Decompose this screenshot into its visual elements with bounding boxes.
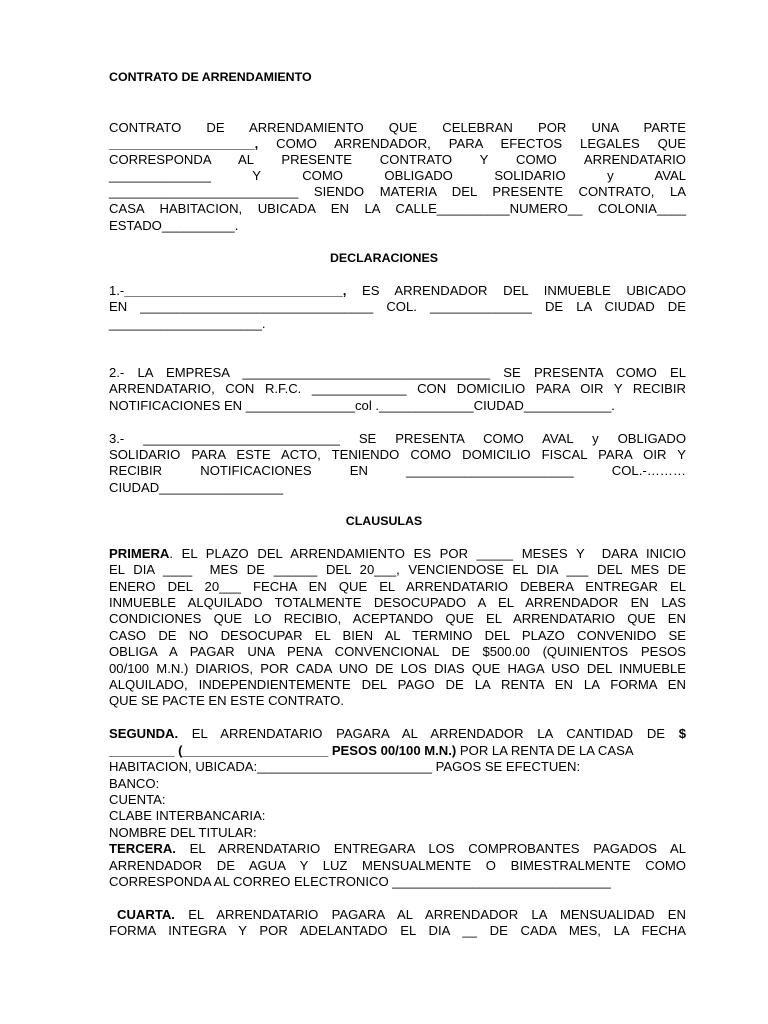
declaracion-2-line-1: 2.- LA EMPRESA __________________________________ SE PRESENTA COMO EL [109,365,686,380]
primera-line-9: ALQUILADO, INDEPENDIENTEMENTE DEL PAGO DE LA RENTA EN LA FORMA EN [109,677,686,692]
intro-line-4: ______________ Y COMO OBLIGADO SOLIDARIO y AVAL [109,168,686,183]
declaracion-3-line-4: CIUDAD_________________ [109,480,283,495]
segunda-line-3: HABITACION, UBICADA:________________________ PAGOS SE EFECTUEN: [109,759,581,774]
primera-line-6: CASO DE NO DESOCUPAR EL BIEN AL TERMINO DEL PLAZO CONVENIDO SE [109,628,686,643]
declaraciones-heading: DECLARACIONES [329,251,439,265]
declaracion-3-line-3: RECIBIR NOTIFICACIONES EN _______________________ COL.-……… [109,463,686,478]
banco-label: BANCO: [109,776,160,791]
intro-line-7: ESTADO__________. [109,218,239,233]
cuarta-text: EL ARRENDATARIO PAGARA AL ARRENDADOR LA MENSUALIDAD EN [174,907,686,922]
primera-text: . EL PLAZO DEL ARRENDAMIENTO ES POR _____ MESES Y DARA INICIO [169,546,686,561]
titular-label: NOMBRE DEL TITULAR: [109,825,257,840]
declaracion-3-line-1: 3.- ___________________________ SE PRESENTA COMO AVAL y OBLIGADO [109,431,686,446]
primera-label: PRIMERA [109,546,170,561]
cuarta-line-2: FORMA INTEGRA Y POR ADELANTADO EL DIA __ DE CADA MES, LA FECHA [109,923,686,938]
declaracion-1-line-3: _____________________. [109,316,266,331]
tercera-label: TERCERA. [109,841,176,856]
segunda-line-2-text: POR LA RENTA DE LA CASA [456,743,634,758]
intro-line-2-text: COMO ARRENDADOR, PARA EFECTOS LEGALES QUE [258,136,686,151]
primera-line-2: EL DIA ____ MES DE ______ DEL 20___, VENCIENDOSE EL DIA ___ DEL MES DE [109,562,686,577]
clausulas-heading: CLAUSULAS [345,514,423,528]
intro-line-3: CORRESPONDA AL PRESENTE CONTRATO Y COMO ARRENDATARIO [109,152,686,167]
declaracion-3-line-2: SOLIDARIO PARA ESTE ACTO, TENIENDO COMO DOMICILIO FISCAL PARA OIR Y [109,447,686,462]
segunda-text: EL ARRENDATARIO PAGARA AL ARRENDADOR LA CANTIDAD DE [178,726,679,741]
currency-symbol: $ [678,726,686,741]
cuarta-line-1 [117,907,686,923]
declaracion-1-text: ES ARRENDADOR DEL INMUEBLE UBICADO [346,283,686,298]
segunda-line-2 [109,743,686,759]
primera-line-8: 00/100 M.N.) DIARIOS, POR CADA UNO DE LOS DIAS QUE HAGA USO DEL INMUEBLE [109,661,686,676]
document-title: CONTRATO DE ARRENDAMIENTO [109,70,312,84]
declaracion-2-line-3: NOTIFICACIONES EN _______________col ._____________CIUDAD____________. [109,398,615,413]
segunda-label: SEGUNDA. [109,726,179,741]
primera-line-3: ENERO DEL 20___ FECHA EN QUE EL ARRENDATARIO DEBERA ENTREGAR EL [109,579,686,594]
declaracion-1-number: 1.- [109,283,125,298]
tercera-line-3: CORRESPONDA AL CORREO ELECTRONICO ______________________________ [109,874,611,889]
arrendador-blank: ____________________, [109,136,259,151]
intro-line-2 [109,136,686,152]
cuarta-label: CUARTA. [117,907,175,922]
declaracion-1-blank: ______________________________, [124,283,347,298]
declaracion-2-line-2: ARRENDATARIO, CON R.F.C. _____________ CON DOMICILIO PARA OIR Y RECIBIR [109,381,686,396]
intro-line-1: CONTRATO DE ARRENDAMIENTO QUE CELEBRAN POR UNA PARTE [109,120,686,135]
primera-line-1 [109,546,686,562]
declaracion-1-line-1 [109,283,686,299]
tercera-line-2: ARRENDADOR DE AGUA Y LUZ MENSUALMENTE O BIMESTRALMENTE COMO [109,858,686,873]
cuenta-label: CUENTA: [109,792,166,807]
intro-line-6: CASA HABITACION, UBICADA EN LA CALLE__________NUMERO__ COLONIA____ [109,201,686,216]
primera-line-4: INMUEBLE ALQUILADO TOTALMENTE DESOCUPADO A EL ARRENDADOR EN LAS [109,595,686,610]
tercera-line-1 [109,841,686,857]
intro-line-5: __________________________ SIENDO MATERIA DEL PRESENTE CONTRATO, LA [109,184,686,199]
segunda-line-1 [109,726,686,742]
clabe-label: CLABE INTERBANCARIA: [109,808,266,823]
declaracion-1-line-2: EN ________________________________ COL. ______________ DE LA CIUDAD DE [109,299,686,314]
primera-line-10: QUE SE PACTE EN ESTE CONTRATO. [109,693,344,708]
segunda-amount-blank: _________ (____________________ PESOS 00/100 M.N.) [109,743,457,758]
tercera-text: EL ARRENDATARIO ENTREGARA LOS COMPROBANTES PAGADOS AL [175,841,686,856]
primera-line-7: OBLIGA A PAGAR UNA PENA CONVENCIONAL DE $500.00 (QUINIENTOS PESOS [109,644,686,659]
primera-line-5: CONDICIONES QUE LO RECIBIO, ACEPTANDO QUE EL ARRENDATARIO QUE EN [109,611,686,626]
